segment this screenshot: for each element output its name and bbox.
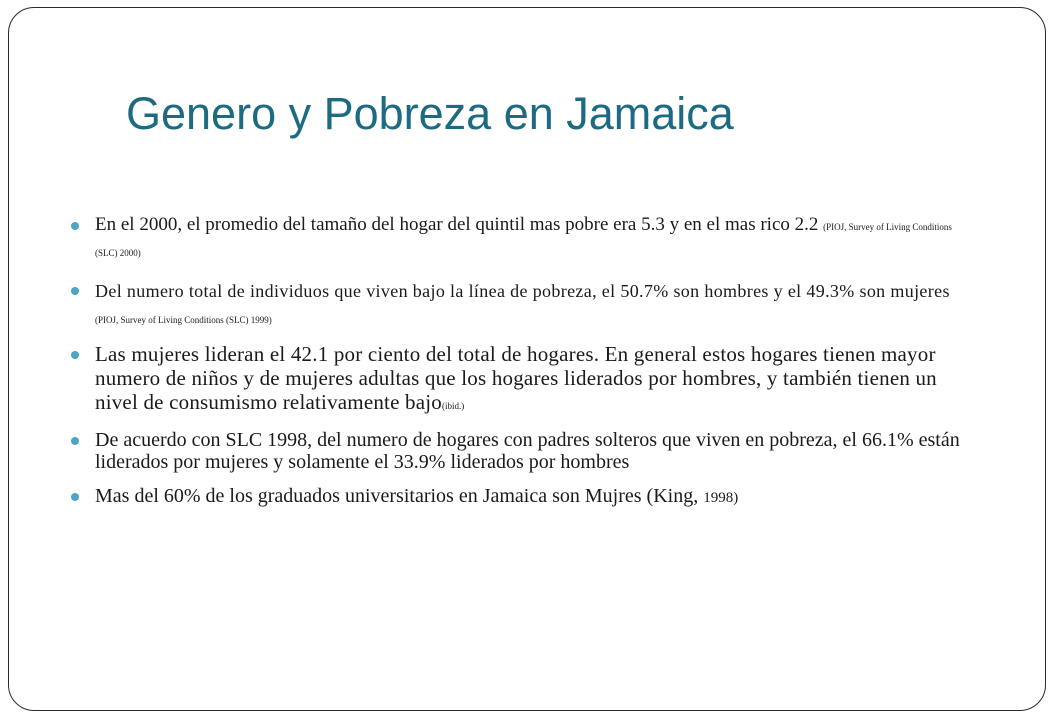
bullet-text: En el 2000, el promedio del tamaño del hogar del quintil mas pobre era 5.3 y en el mas rico 2.2	[95, 214, 824, 235]
bullet-dot-icon	[71, 351, 79, 359]
bullet-dot-icon	[71, 287, 79, 295]
bullet-citation: (PIOJ, Survey of Living Conditions (SLC) 1999)	[95, 315, 272, 325]
bullet-text: De acuerdo con SLC 1998, del numero de hogares con padres solteros que viven en pobreza, el 66.1% están liderados por mujeres y solamente el 33.9% liderados por hombres	[95, 429, 960, 473]
bullet-dot-icon	[71, 493, 79, 501]
bullet-item	[69, 278, 969, 333]
slide-title: Genero y Pobreza en Jamaica	[126, 88, 734, 139]
bullet-citation: (PIOJ, Survey of Living Conditions (SLC) 2000)	[95, 222, 952, 258]
slide-frame	[8, 7, 1046, 711]
bullet-dot-icon	[71, 437, 79, 445]
bullet-list	[69, 213, 969, 510]
bullet-item	[69, 429, 969, 473]
bullet-item	[69, 213, 969, 265]
bullet-item	[69, 484, 969, 510]
bullet-text: Mas del 60% de los graduados universitarios en Jamaica son Mujres (King,	[95, 485, 704, 507]
bullet-citation: 1998)	[703, 490, 739, 506]
bullet-item	[69, 342, 969, 418]
bullet-text: Del numero total de individuos que viven bajo la línea de pobreza, el 50.7% son hombres y el 49.3% son mujeres	[95, 281, 950, 301]
bullet-text: Las mujeres lideran el 42.1 por ciento del total de hogares. En general estos hogares tienen mayor numero de niños y de mujeres adultas que los hogares liderados por hombres, y también tienen un nivel de consumismo relativamente bajo	[95, 342, 937, 414]
bullet-dot-icon	[71, 222, 79, 230]
bullet-citation: (ibid.)	[442, 401, 465, 411]
